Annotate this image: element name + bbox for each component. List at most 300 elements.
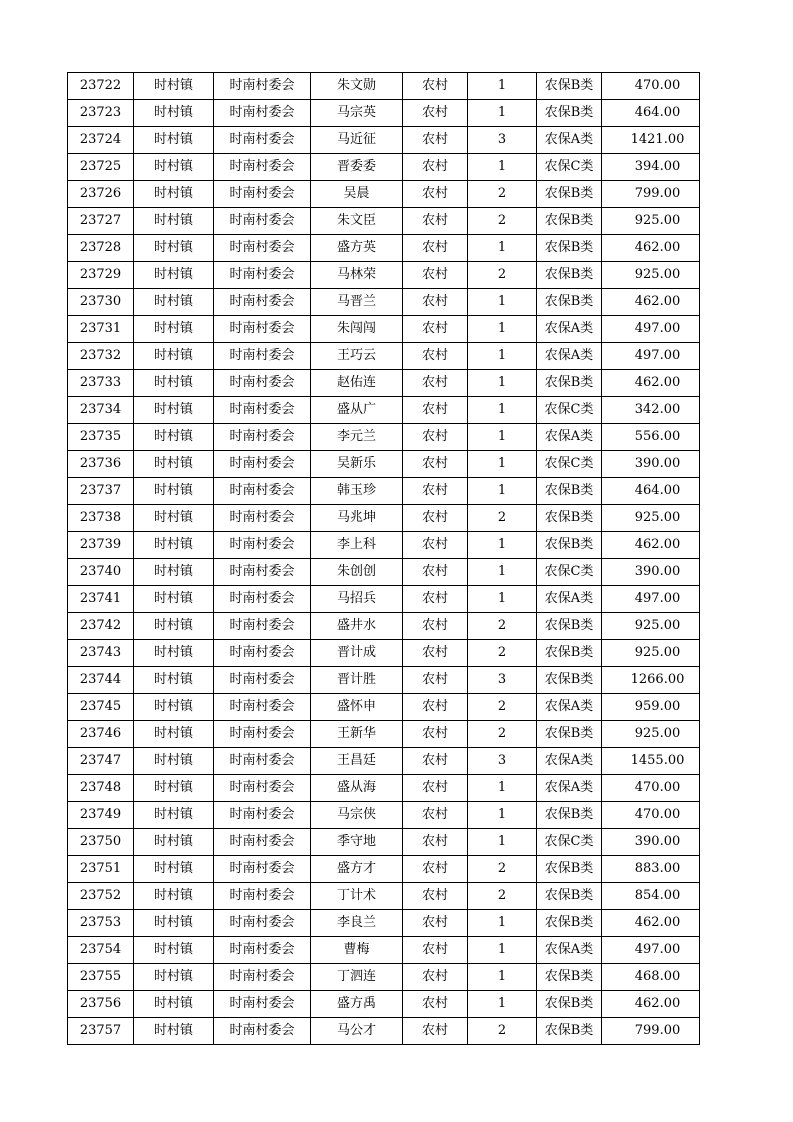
table-row (68, 154, 700, 181)
table-row (68, 316, 700, 343)
record-id-cell: 23727 (68, 208, 134, 235)
area-type-cell: 农村 (403, 73, 468, 100)
area-type-cell: 农村 (403, 856, 468, 883)
amount-cell: 799.00 (602, 181, 700, 208)
village-committee-cell: 时南村委会 (214, 721, 311, 748)
insurance-category-cell: 农保A类 (537, 316, 602, 343)
record-id-cell: 23740 (68, 559, 134, 586)
town-cell: 时村镇 (134, 910, 214, 937)
area-type-cell: 农村 (403, 721, 468, 748)
village-committee-cell: 时南村委会 (214, 1018, 311, 1045)
table-row (68, 748, 700, 775)
area-type-cell: 农村 (403, 586, 468, 613)
household-count-cell: 1 (468, 775, 537, 802)
insurance-category-cell: 农保A类 (537, 127, 602, 154)
village-committee-cell: 时南村委会 (214, 100, 311, 127)
town-cell: 时村镇 (134, 73, 214, 100)
name-cell: 盛井水 (311, 613, 403, 640)
town-cell: 时村镇 (134, 613, 214, 640)
household-count-cell: 2 (468, 613, 537, 640)
amount-cell: 468.00 (602, 964, 700, 991)
amount-cell: 470.00 (602, 775, 700, 802)
name-cell: 马宗英 (311, 100, 403, 127)
area-type-cell: 农村 (403, 343, 468, 370)
insurance-category-cell: 农保B类 (537, 1018, 602, 1045)
town-cell: 时村镇 (134, 721, 214, 748)
household-count-cell: 3 (468, 667, 537, 694)
amount-cell: 470.00 (602, 802, 700, 829)
name-cell: 马招兵 (311, 586, 403, 613)
town-cell: 时村镇 (134, 775, 214, 802)
table-row (68, 262, 700, 289)
record-id-cell: 23736 (68, 451, 134, 478)
records-table (67, 72, 700, 1045)
record-id-cell: 23739 (68, 532, 134, 559)
household-count-cell: 2 (468, 181, 537, 208)
area-type-cell: 农村 (403, 289, 468, 316)
amount-cell: 462.00 (602, 235, 700, 262)
area-type-cell: 农村 (403, 694, 468, 721)
name-cell: 李良兰 (311, 910, 403, 937)
table-row (68, 721, 700, 748)
household-count-cell: 1 (468, 235, 537, 262)
record-id-cell: 23726 (68, 181, 134, 208)
amount-cell: 497.00 (602, 316, 700, 343)
table-row (68, 73, 700, 100)
village-committee-cell: 时南村委会 (214, 424, 311, 451)
amount-cell: 556.00 (602, 424, 700, 451)
name-cell: 朱文勋 (311, 73, 403, 100)
town-cell: 时村镇 (134, 694, 214, 721)
table-row (68, 964, 700, 991)
village-committee-cell: 时南村委会 (214, 208, 311, 235)
record-id-cell: 23728 (68, 235, 134, 262)
town-cell: 时村镇 (134, 586, 214, 613)
amount-cell: 497.00 (602, 937, 700, 964)
village-committee-cell: 时南村委会 (214, 343, 311, 370)
amount-cell: 497.00 (602, 586, 700, 613)
record-id-cell: 23757 (68, 1018, 134, 1045)
record-id-cell: 23745 (68, 694, 134, 721)
village-committee-cell: 时南村委会 (214, 775, 311, 802)
table-row (68, 640, 700, 667)
record-id-cell: 23723 (68, 100, 134, 127)
amount-cell: 497.00 (602, 343, 700, 370)
household-count-cell: 1 (468, 397, 537, 424)
insurance-category-cell: 农保B类 (537, 856, 602, 883)
town-cell: 时村镇 (134, 397, 214, 424)
table-row (68, 100, 700, 127)
household-count-cell: 1 (468, 154, 537, 181)
table-row (68, 181, 700, 208)
town-cell: 时村镇 (134, 451, 214, 478)
household-count-cell: 1 (468, 559, 537, 586)
amount-cell: 390.00 (602, 829, 700, 856)
amount-cell: 462.00 (602, 532, 700, 559)
name-cell: 晋委委 (311, 154, 403, 181)
table-row (68, 883, 700, 910)
record-id-cell: 23749 (68, 802, 134, 829)
village-committee-cell: 时南村委会 (214, 154, 311, 181)
town-cell: 时村镇 (134, 316, 214, 343)
village-committee-cell: 时南村委会 (214, 883, 311, 910)
record-id-cell: 23729 (68, 262, 134, 289)
town-cell: 时村镇 (134, 208, 214, 235)
name-cell: 王新华 (311, 721, 403, 748)
table-row (68, 802, 700, 829)
village-committee-cell: 时南村委会 (214, 235, 311, 262)
household-count-cell: 1 (468, 343, 537, 370)
table-row (68, 127, 700, 154)
village-committee-cell: 时南村委会 (214, 397, 311, 424)
insurance-category-cell: 农保B类 (537, 262, 602, 289)
town-cell: 时村镇 (134, 370, 214, 397)
insurance-category-cell: 农保A类 (537, 586, 602, 613)
table-row (68, 370, 700, 397)
record-id-cell: 23750 (68, 829, 134, 856)
amount-cell: 462.00 (602, 991, 700, 1018)
table-row (68, 613, 700, 640)
insurance-category-cell: 农保B类 (537, 883, 602, 910)
name-cell: 季守地 (311, 829, 403, 856)
insurance-category-cell: 农保C类 (537, 559, 602, 586)
name-cell: 盛方英 (311, 235, 403, 262)
town-cell: 时村镇 (134, 883, 214, 910)
village-committee-cell: 时南村委会 (214, 505, 311, 532)
amount-cell: 959.00 (602, 694, 700, 721)
area-type-cell: 农村 (403, 748, 468, 775)
amount-cell: 925.00 (602, 613, 700, 640)
insurance-category-cell: 农保B类 (537, 208, 602, 235)
village-committee-cell: 时南村委会 (214, 559, 311, 586)
table-row (68, 505, 700, 532)
amount-cell: 390.00 (602, 451, 700, 478)
record-id-cell: 23743 (68, 640, 134, 667)
table-row (68, 532, 700, 559)
village-committee-cell: 时南村委会 (214, 829, 311, 856)
record-id-cell: 23732 (68, 343, 134, 370)
village-committee-cell: 时南村委会 (214, 316, 311, 343)
area-type-cell: 农村 (403, 478, 468, 505)
insurance-category-cell: 农保A类 (537, 424, 602, 451)
town-cell: 时村镇 (134, 829, 214, 856)
town-cell: 时村镇 (134, 640, 214, 667)
table-row (68, 937, 700, 964)
village-committee-cell: 时南村委会 (214, 586, 311, 613)
record-id-cell: 23747 (68, 748, 134, 775)
household-count-cell: 1 (468, 100, 537, 127)
household-count-cell: 2 (468, 883, 537, 910)
name-cell: 马林荣 (311, 262, 403, 289)
town-cell: 时村镇 (134, 100, 214, 127)
amount-cell: 1266.00 (602, 667, 700, 694)
name-cell: 盛方才 (311, 856, 403, 883)
amount-cell: 462.00 (602, 370, 700, 397)
household-count-cell: 2 (468, 640, 537, 667)
name-cell: 曹梅 (311, 937, 403, 964)
record-id-cell: 23751 (68, 856, 134, 883)
town-cell: 时村镇 (134, 154, 214, 181)
town-cell: 时村镇 (134, 964, 214, 991)
insurance-category-cell: 农保B类 (537, 964, 602, 991)
name-cell: 马公才 (311, 1018, 403, 1045)
amount-cell: 394.00 (602, 154, 700, 181)
area-type-cell: 农村 (403, 316, 468, 343)
area-type-cell: 农村 (403, 829, 468, 856)
amount-cell: 925.00 (602, 721, 700, 748)
village-committee-cell: 时南村委会 (214, 937, 311, 964)
area-type-cell: 农村 (403, 991, 468, 1018)
insurance-category-cell: 农保B类 (537, 73, 602, 100)
amount-cell: 462.00 (602, 289, 700, 316)
household-count-cell: 1 (468, 937, 537, 964)
amount-cell: 883.00 (602, 856, 700, 883)
village-committee-cell: 时南村委会 (214, 289, 311, 316)
town-cell: 时村镇 (134, 532, 214, 559)
town-cell: 时村镇 (134, 235, 214, 262)
name-cell: 吴新乐 (311, 451, 403, 478)
area-type-cell: 农村 (403, 127, 468, 154)
amount-cell: 1421.00 (602, 127, 700, 154)
table-row (68, 451, 700, 478)
town-cell: 时村镇 (134, 1018, 214, 1045)
record-id-cell: 23725 (68, 154, 134, 181)
record-id-cell: 23746 (68, 721, 134, 748)
name-cell: 赵佑连 (311, 370, 403, 397)
area-type-cell: 农村 (403, 424, 468, 451)
name-cell: 晋计胜 (311, 667, 403, 694)
insurance-category-cell: 农保C类 (537, 154, 602, 181)
insurance-category-cell: 农保B类 (537, 991, 602, 1018)
insurance-category-cell: 农保A类 (537, 775, 602, 802)
insurance-category-cell: 农保C类 (537, 829, 602, 856)
household-count-cell: 1 (468, 316, 537, 343)
amount-cell: 1455.00 (602, 748, 700, 775)
area-type-cell: 农村 (403, 262, 468, 289)
village-committee-cell: 时南村委会 (214, 73, 311, 100)
table-row (68, 397, 700, 424)
area-type-cell: 农村 (403, 910, 468, 937)
village-committee-cell: 时南村委会 (214, 748, 311, 775)
town-cell: 时村镇 (134, 424, 214, 451)
household-count-cell: 1 (468, 424, 537, 451)
household-count-cell: 1 (468, 802, 537, 829)
village-committee-cell: 时南村委会 (214, 991, 311, 1018)
area-type-cell: 农村 (403, 964, 468, 991)
amount-cell: 925.00 (602, 262, 700, 289)
village-committee-cell: 时南村委会 (214, 856, 311, 883)
record-id-cell: 23734 (68, 397, 134, 424)
town-cell: 时村镇 (134, 127, 214, 154)
village-committee-cell: 时南村委会 (214, 964, 311, 991)
area-type-cell: 农村 (403, 505, 468, 532)
record-id-cell: 23731 (68, 316, 134, 343)
insurance-category-cell: 农保B类 (537, 100, 602, 127)
area-type-cell: 农村 (403, 181, 468, 208)
table-row (68, 478, 700, 505)
record-id-cell: 23744 (68, 667, 134, 694)
table-row (68, 424, 700, 451)
table-row (68, 991, 700, 1018)
insurance-category-cell: 农保B类 (537, 181, 602, 208)
household-count-cell: 1 (468, 991, 537, 1018)
record-id-cell: 23733 (68, 370, 134, 397)
area-type-cell: 农村 (403, 235, 468, 262)
town-cell: 时村镇 (134, 289, 214, 316)
name-cell: 王昌廷 (311, 748, 403, 775)
name-cell: 朱文臣 (311, 208, 403, 235)
village-committee-cell: 时南村委会 (214, 910, 311, 937)
insurance-category-cell: 农保B类 (537, 721, 602, 748)
household-count-cell: 1 (468, 829, 537, 856)
household-count-cell: 2 (468, 1018, 537, 1045)
amount-cell: 464.00 (602, 478, 700, 505)
name-cell: 韩玉珍 (311, 478, 403, 505)
household-count-cell: 1 (468, 532, 537, 559)
household-count-cell: 1 (468, 370, 537, 397)
table-row (68, 775, 700, 802)
household-count-cell: 1 (468, 73, 537, 100)
record-id-cell: 23724 (68, 127, 134, 154)
household-count-cell: 2 (468, 856, 537, 883)
insurance-category-cell: 农保B类 (537, 802, 602, 829)
name-cell: 吴晨 (311, 181, 403, 208)
name-cell: 马宗侠 (311, 802, 403, 829)
area-type-cell: 农村 (403, 154, 468, 181)
town-cell: 时村镇 (134, 343, 214, 370)
insurance-category-cell: 农保C类 (537, 397, 602, 424)
insurance-category-cell: 农保A类 (537, 694, 602, 721)
town-cell: 时村镇 (134, 478, 214, 505)
area-type-cell: 农村 (403, 559, 468, 586)
insurance-category-cell: 农保B类 (537, 910, 602, 937)
table-row (68, 1018, 700, 1045)
record-id-cell: 23752 (68, 883, 134, 910)
village-committee-cell: 时南村委会 (214, 667, 311, 694)
area-type-cell: 农村 (403, 1018, 468, 1045)
insurance-category-cell: 农保B类 (537, 505, 602, 532)
record-id-cell: 23753 (68, 910, 134, 937)
village-committee-cell: 时南村委会 (214, 694, 311, 721)
insurance-category-cell: 农保B类 (537, 478, 602, 505)
record-id-cell: 23737 (68, 478, 134, 505)
amount-cell: 925.00 (602, 505, 700, 532)
area-type-cell: 农村 (403, 532, 468, 559)
table-row (68, 667, 700, 694)
town-cell: 时村镇 (134, 262, 214, 289)
town-cell: 时村镇 (134, 937, 214, 964)
town-cell: 时村镇 (134, 802, 214, 829)
records-table-body (68, 73, 700, 1045)
area-type-cell: 农村 (403, 370, 468, 397)
table-row (68, 856, 700, 883)
town-cell: 时村镇 (134, 991, 214, 1018)
name-cell: 盛从广 (311, 397, 403, 424)
area-type-cell: 农村 (403, 100, 468, 127)
town-cell: 时村镇 (134, 559, 214, 586)
insurance-category-cell: 农保B类 (537, 613, 602, 640)
insurance-category-cell: 农保B类 (537, 289, 602, 316)
household-count-cell: 3 (468, 748, 537, 775)
insurance-category-cell: 农保A类 (537, 937, 602, 964)
household-count-cell: 1 (468, 451, 537, 478)
village-committee-cell: 时南村委会 (214, 451, 311, 478)
area-type-cell: 农村 (403, 667, 468, 694)
village-committee-cell: 时南村委会 (214, 802, 311, 829)
table-row (68, 208, 700, 235)
amount-cell: 799.00 (602, 1018, 700, 1045)
area-type-cell: 农村 (403, 397, 468, 424)
insurance-category-cell: 农保A类 (537, 343, 602, 370)
table-row (68, 586, 700, 613)
area-type-cell: 农村 (403, 775, 468, 802)
record-id-cell: 23756 (68, 991, 134, 1018)
table-row (68, 559, 700, 586)
record-id-cell: 23735 (68, 424, 134, 451)
town-cell: 时村镇 (134, 667, 214, 694)
area-type-cell: 农村 (403, 802, 468, 829)
insurance-category-cell: 农保B类 (537, 370, 602, 397)
household-count-cell: 1 (468, 478, 537, 505)
table-row (68, 343, 700, 370)
amount-cell: 390.00 (602, 559, 700, 586)
area-type-cell: 农村 (403, 451, 468, 478)
village-committee-cell: 时南村委会 (214, 370, 311, 397)
record-id-cell: 23755 (68, 964, 134, 991)
amount-cell: 342.00 (602, 397, 700, 424)
record-id-cell: 23722 (68, 73, 134, 100)
record-id-cell: 23754 (68, 937, 134, 964)
name-cell: 丁泗连 (311, 964, 403, 991)
household-count-cell: 2 (468, 208, 537, 235)
name-cell: 丁计术 (311, 883, 403, 910)
name-cell: 李上科 (311, 532, 403, 559)
amount-cell: 464.00 (602, 100, 700, 127)
name-cell: 盛从海 (311, 775, 403, 802)
name-cell: 李元兰 (311, 424, 403, 451)
area-type-cell: 农村 (403, 613, 468, 640)
area-type-cell: 农村 (403, 208, 468, 235)
name-cell: 晋计成 (311, 640, 403, 667)
insurance-category-cell: 农保A类 (537, 748, 602, 775)
name-cell: 盛方禹 (311, 991, 403, 1018)
village-committee-cell: 时南村委会 (214, 127, 311, 154)
record-id-cell: 23738 (68, 505, 134, 532)
household-count-cell: 3 (468, 127, 537, 154)
area-type-cell: 农村 (403, 883, 468, 910)
area-type-cell: 农村 (403, 937, 468, 964)
town-cell: 时村镇 (134, 856, 214, 883)
table-row (68, 694, 700, 721)
household-count-cell: 1 (468, 586, 537, 613)
village-committee-cell: 时南村委会 (214, 478, 311, 505)
village-committee-cell: 时南村委会 (214, 640, 311, 667)
household-count-cell: 1 (468, 910, 537, 937)
household-count-cell: 1 (468, 289, 537, 316)
table-row (68, 235, 700, 262)
insurance-category-cell: 农保B类 (537, 532, 602, 559)
area-type-cell: 农村 (403, 640, 468, 667)
name-cell: 马晋兰 (311, 289, 403, 316)
village-committee-cell: 时南村委会 (214, 613, 311, 640)
table-row (68, 910, 700, 937)
amount-cell: 462.00 (602, 910, 700, 937)
record-id-cell: 23741 (68, 586, 134, 613)
household-count-cell: 2 (468, 721, 537, 748)
name-cell: 马兆坤 (311, 505, 403, 532)
name-cell: 盛怀申 (311, 694, 403, 721)
amount-cell: 925.00 (602, 640, 700, 667)
